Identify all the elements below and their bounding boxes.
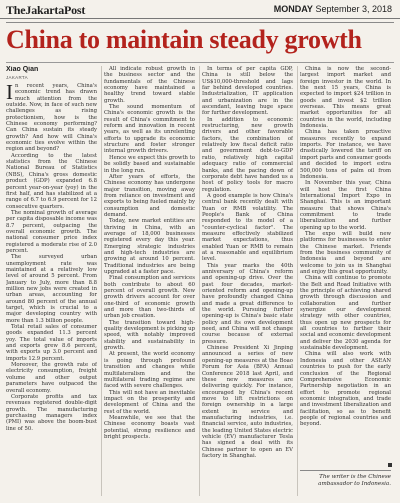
article-column-4 bbox=[300, 66, 391, 461]
dateline-day: MONDAY bbox=[273, 4, 313, 14]
drop-cap: I bbox=[6, 80, 13, 104]
article-paragraph: In terms of per capita GDP, China is still below the US$10,000-threshold and lags far behind developed countries. Industrialization, IT application and urbanization are in the ascendant, leaving huge space for further development. bbox=[202, 66, 293, 117]
article-paragraph: China will continue to promote the Belt and Road Initiative with the principle of achieving shared growth through discussion and collaboration and further synergize our development strategy with other countries, thus open up new prospects for all countries to further their social and economic development and deliver the 2030 agenda for sustainable development. bbox=[300, 275, 391, 352]
masthead: TheJakartaPost bbox=[6, 3, 86, 17]
article-paragraph: This year marks the 40th anniversary of China's reform and opening-up drive. Over the past four decades, market-oriented reform and opening-up have profoundly changed China and made a great difference to the world. Pursuing further opening-up is China's basic state policy and its own development need, and China will not change course because of external pressure. bbox=[202, 262, 293, 345]
article-paragraph: Today, new market entities are thriving in China, with an average of 18,000 businesses registered every day this year. Emerging strategic industries and high-tech industries are growing at around 10 percent. Traditional industries are being upgraded at a faster pace. bbox=[104, 218, 195, 275]
article-paragraph: China will also work with Indonesia and other ASEAN countries to push for the early conclusion of the Regional Comprehensive Economic Partnership negotiation in an effort to promote regional economic integration, and trade and investment liberalization and facilitation, so as to benefit people of regional countries and beyond. bbox=[300, 351, 391, 428]
dateline-date: September 3, 2018 bbox=[315, 4, 392, 14]
article-paragraph: Meanwhile, we see that the Chinese economy boasts vast potential, strong resilience and bright prospects. bbox=[104, 414, 195, 440]
column-divider bbox=[199, 66, 200, 496]
article-paragraph: In November this year, China will host the first China International Import Expo in Shanghai. This is an important measure that shows China's commitment to trade liberalization and further opening up to the world. bbox=[300, 180, 391, 231]
article-paragraph: All indicate robust growth in the business sector and the fundamentals of the Chinese economy have maintained a healthy trend toward stable growth. bbox=[104, 66, 195, 104]
article-paragraph: Chinese President Xi Jinping announced a series of new opening-up measures at the Boao Forum for Asia (BFA) Annual Conference 2018 last April, and these new measures are delivering quickly. For instance, encouraged by China's recent move to lift restrictions on foreign ownership in a large extent in service and manufacturing industries, i.e. financial service, auto industries, the leading United States electric vehicle (EV) manufacturer Tesla has signed a deal with its Chinese partner to open an EV factory in Shanghai. bbox=[202, 345, 293, 459]
article-paragraph: China has taken proactive measures recently to expand imports. For instance, we have drastically lowered the tariff on import parts and consumer goods and decided to import extra 500,000 tons of palm oil from Indonesia. bbox=[300, 129, 391, 180]
byline-place: JAKARTA bbox=[6, 75, 28, 80]
article-column-3 bbox=[202, 66, 293, 496]
article-paragraph: The surveyed urban unemployment rate was maintained at a relatively low level of around 5 percent. From January to July, more than 8.8 million new jobs were created in urban areas, accounting for around 80 percent of the annual target, which is crucial to a major developing country with more than 1.3 billion people. bbox=[6, 254, 97, 324]
lead-text: n recent years, China's economic trend has drawn much attention from the outside. Now, in face of such new challenges as rising protectionism, how is the Chinese economy performing? Can China sustain its steady growth? And how will China's economic ties evolve within the region and beyond? bbox=[6, 83, 97, 153]
article-paragraph: Final consumption and services both contribute to about 60 percent of overall growth. New growth drivers account for over one-third of economic growth and more than two-thirds of urban job creation. bbox=[104, 275, 195, 320]
article-column-1 bbox=[6, 66, 97, 496]
article-paragraph: Corporate profits and tax revenues registered double-digit growth. The manufacturing purchasing managers index (PMI) was above the boom-bust line of 50. bbox=[6, 393, 97, 432]
article-column-2 bbox=[104, 66, 195, 496]
article-paragraph: The nominal growth of average per capita disposable income was 8.7 percent, outpacing the overall economic growth. The national consumer price index registered a moderate rise of 2.0 percent. bbox=[6, 209, 97, 254]
article-paragraph: This will not have an inevitable impact on the prosperity and development of China and the rest of the world. bbox=[104, 389, 195, 415]
article-paragraph: The sound momentum of China's economic growth is the result of China's commitment to reform and innovation in recent years, as well as its unrelenting efforts to upgrade its economic structure and foster stronger internal growth drivers. bbox=[104, 104, 195, 155]
article-paragraph: China is now the second-largest import market and foreign investor in the world. In the next 15 years, China is expected to import $24 trillion in goods and invest $2 trillion overseas. This means great market opportunities for all countries in the world, including Indonesia. bbox=[300, 66, 391, 130]
column-divider bbox=[297, 66, 298, 496]
article-paragraph: According to the latest statistics from the Chinese National Bureau of Statistics (NBS), China's gross domestic product (GDP) expanded 6.8 percent year-on-year (yoy) in the first half, and has stabilized at a range of 6.7 to 6.9 percent for 12 consecutive quarters. bbox=[6, 152, 97, 210]
header-divider bbox=[6, 22, 394, 23]
headline: China to maintain steady growth bbox=[6, 25, 362, 54]
dateline bbox=[274, 4, 392, 14]
article-paragraph: A good example is how China's central bank recently dealt with Yuan or RMB volatility. The People's Bank of China responded to its model of a "counter-cyclical factor". The measure effectively stabilized market expectations, thus enabled Yuan or RMB to remain at a reasonable and equilibrium level. bbox=[202, 192, 293, 263]
article-paragraph: The transition toward high-quality development is picking up speed, with notably improved stability and sustainability in growth. bbox=[104, 319, 195, 352]
article-paragraph: Total retail sales of consumer goods expanded 11.3 percent yoy. The total value of imports and exports grew 8.6 percent, with exports up 3.0 percent and imports 12.9 percent. bbox=[6, 324, 97, 362]
article-paragraph bbox=[6, 80, 97, 153]
article-paragraph: Hence we expect this growth to be solidly based and sustainable in the long run. bbox=[104, 154, 195, 174]
byline-name: Xiao Qian bbox=[6, 66, 39, 73]
article-paragraph: The expo will build new platforms for businesses to enter the Chinese market. Friends from the business community of Indonesia and beyond are welcome to join us in Shanghai and enjoy this great opportunity. bbox=[300, 230, 391, 275]
article-paragraph: At present, the world economy is going through profound transition and changes while multilateralism and the multilateral trading regime are faced with severe challenges. bbox=[104, 351, 195, 390]
article-paragraph: After years of efforts, the Chinese economy has undergone major transition, moving away from reliance on investment and exports to being fueled mainly by consumption and domestic demand. bbox=[104, 173, 195, 218]
end-mark bbox=[388, 463, 392, 467]
writer-note: The writer is the Chinese ambassador to Indonesia. bbox=[300, 470, 391, 487]
headline-divider bbox=[6, 62, 394, 63]
column-divider bbox=[101, 66, 102, 496]
article-paragraph: Moreover, the growth rate of electricity consumption, freight volume and other output parameters have outpaced the overall economy. bbox=[6, 362, 97, 394]
article-paragraph: In addition to economic restructuring, new growth drivers and other favorable factors, the combination of relatively low fiscal deficit ratio and government debt-to-GDP ratio, relatively high capital adequacy ratio of commercial banks, and the pacing down of corporate debt have handed us a host of policy tools for macro regulation. bbox=[202, 116, 293, 193]
